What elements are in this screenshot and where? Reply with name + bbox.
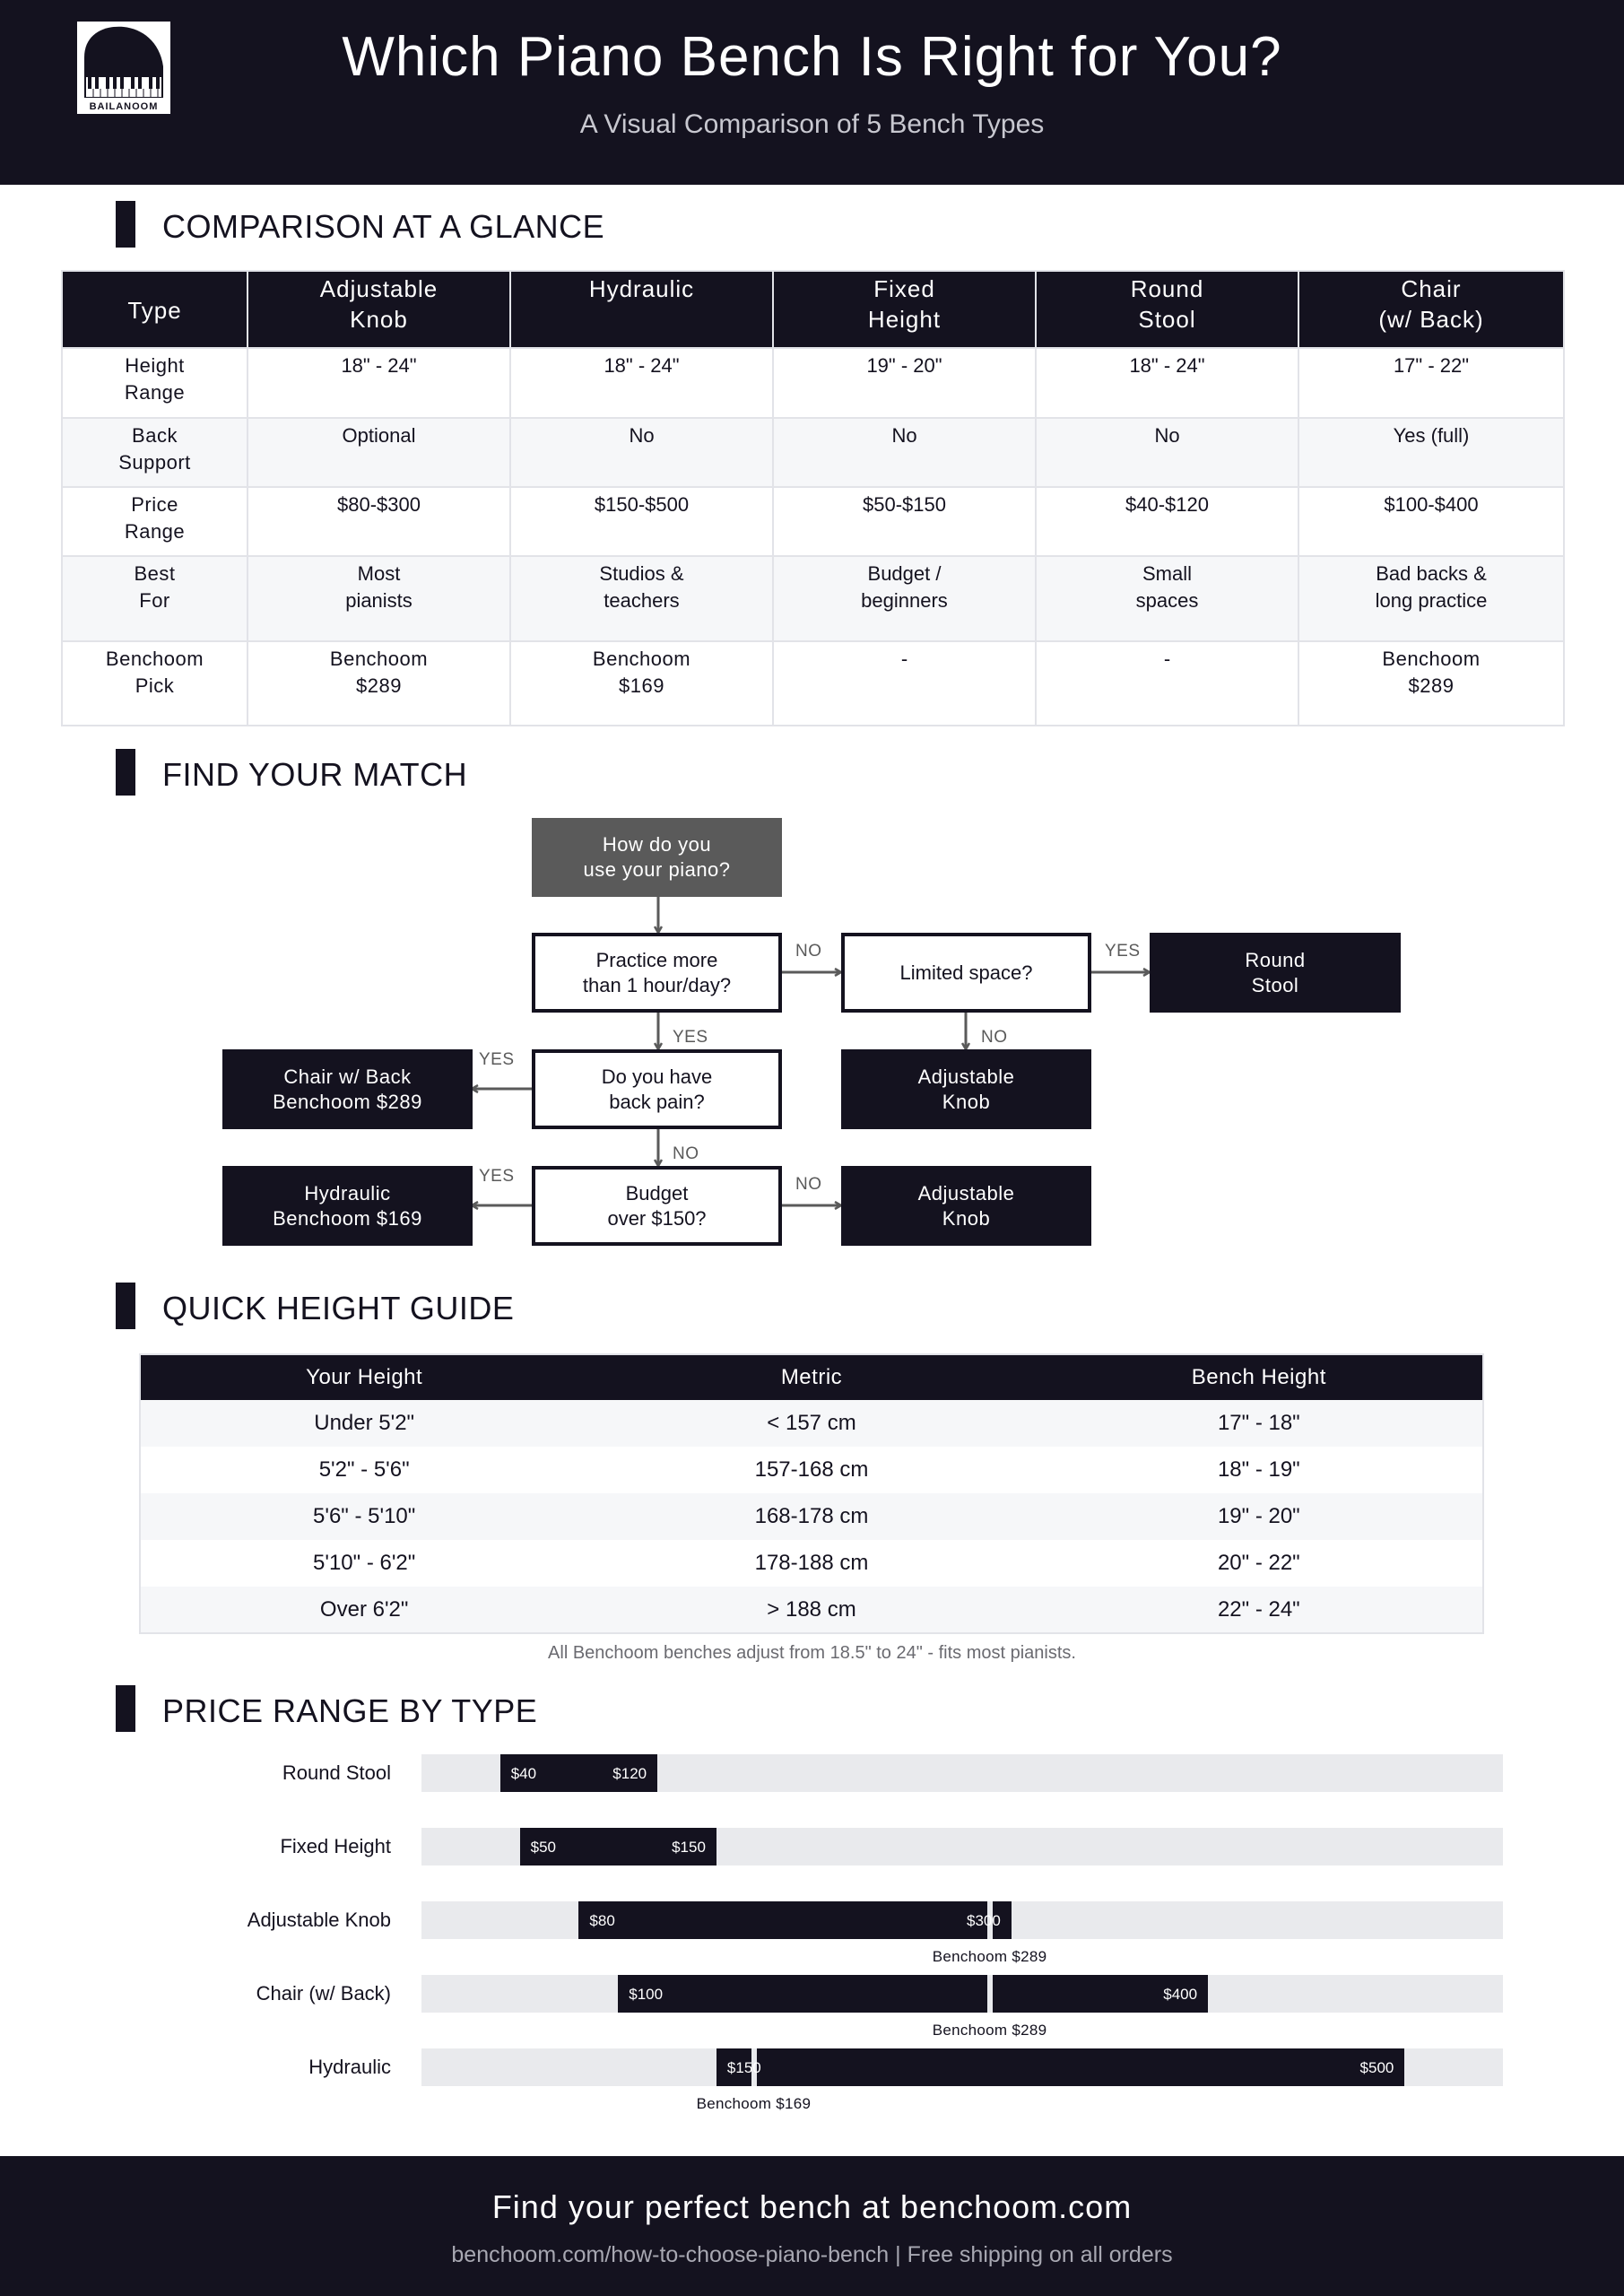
- table-cell: 20" - 22": [1217, 1551, 1300, 1575]
- table-cell: Bad backs & long practice: [1298, 556, 1564, 641]
- benchoom-pick-label: Benchoom $289: [932, 1948, 1047, 1965]
- table-cell: Budget / beginners: [773, 556, 1036, 641]
- table-cell: < 157 cm: [587, 1400, 1035, 1447]
- column-header-round: Round Stool: [1036, 271, 1298, 348]
- table-cell: Most pianists: [248, 556, 510, 641]
- table-cell: 18" - 24": [248, 348, 510, 418]
- range-bar: [578, 1901, 986, 1939]
- column-header-type: Type: [62, 271, 248, 348]
- table-cell: 18" - 19": [1217, 1457, 1300, 1482]
- height-guide-note: All Benchoom benches adjust from 18.5" to 24" - fits most pianists.: [548, 1643, 1076, 1663]
- column-header-bench-height: Bench Height: [1036, 1354, 1483, 1400]
- table-cell: Studios & teachers: [510, 556, 773, 641]
- category-label: Round Stool: [282, 1761, 391, 1784]
- flow-label-yes: YES: [479, 1050, 515, 1069]
- row-label: Price Range: [62, 487, 248, 556]
- range-bar: [757, 2048, 1405, 2086]
- table-row: [140, 1540, 1483, 1587]
- table-cell: 5'6" - 5'10": [140, 1493, 587, 1540]
- flow-answer-hydraulic: Hydraulic Benchoom $169: [222, 1166, 473, 1246]
- table-cell: Optional: [248, 418, 510, 487]
- table-cell: Benchoom $289: [1298, 641, 1564, 726]
- page-subtitle: A Visual Comparison of 5 Bench Types: [579, 109, 1045, 139]
- table-row-best-for: [62, 556, 1564, 641]
- category-label: Hydraulic: [308, 2056, 391, 2078]
- flow-answer-round-stool: Round Stool: [1150, 933, 1401, 1013]
- max-value-label: $120: [612, 1765, 647, 1782]
- table-row: [140, 1400, 1483, 1447]
- flow-question-practice: Practice more than 1 hour/day?: [532, 933, 782, 1013]
- column-header-adjustable: Adjustable Knob: [248, 271, 510, 348]
- table-cell: Benchoom $169: [510, 641, 773, 726]
- table-cell: 17" - 22": [1298, 348, 1564, 418]
- table-cell: -: [1036, 641, 1298, 726]
- table-cell: 18" - 24": [510, 348, 773, 418]
- page-footer: [0, 2156, 1624, 2296]
- comparison-table: [61, 270, 1565, 726]
- flow-question-budget: Budget over $150?: [532, 1166, 782, 1246]
- table-cell: $100-$400: [1298, 487, 1564, 556]
- logo-text: BAILANOOM: [89, 101, 159, 112]
- max-value-label: $400: [1163, 1986, 1198, 2003]
- flow-label-yes: YES: [479, 1167, 515, 1186]
- table-row-benchoom-pick: [62, 641, 1564, 726]
- flow-label-no: NO: [795, 1175, 822, 1194]
- table-row-height-range: [62, 348, 1564, 418]
- height-guide-header-row: [140, 1354, 1483, 1400]
- table-cell: 22" - 24": [1036, 1587, 1483, 1633]
- section-marker: [116, 1685, 135, 1732]
- column-header-chair: Chair (w/ Back): [1298, 271, 1564, 348]
- flow-answer-chair: Chair w/ Back Benchoom $289: [222, 1049, 473, 1129]
- table-cell: No: [773, 418, 1036, 487]
- comparison-header-row: [62, 271, 1564, 348]
- table-cell: -: [773, 641, 1036, 726]
- table-cell: 5'2" - 5'6": [318, 1457, 410, 1482]
- table-cell: Over 6'2": [140, 1587, 587, 1633]
- column-header-fixed: Fixed Height: [773, 271, 1036, 348]
- table-cell: $150-$500: [510, 487, 773, 556]
- flow-label-no: NO: [795, 942, 822, 961]
- table-cell: Small spaces: [1036, 556, 1298, 641]
- max-value-label: $150: [672, 1839, 706, 1856]
- flow-label-no: NO: [673, 1144, 699, 1163]
- section-marker: [116, 201, 135, 248]
- table-row: [140, 1587, 1483, 1633]
- section-title: COMPARISON AT A GLANCE: [162, 208, 605, 245]
- max-value-label: $300: [966, 1912, 1001, 1929]
- section-marker: [116, 1283, 135, 1329]
- section-marker: [116, 749, 135, 796]
- table-cell: Yes (full): [1298, 418, 1564, 487]
- table-cell: 17" - 18": [1036, 1400, 1483, 1447]
- section-title: PRICE RANGE BY TYPE: [162, 1692, 538, 1729]
- min-value-label: $50: [530, 1839, 556, 1856]
- table-cell: Under 5'2": [140, 1400, 587, 1447]
- height-guide-table: [139, 1353, 1484, 1634]
- footer-subtitle: benchoom.com/how-to-choose-piano-bench | Free shipping on all orders: [451, 2242, 1173, 2267]
- category-label: Adjustable Knob: [247, 1909, 391, 1931]
- row-label: Height Range: [62, 348, 248, 418]
- table-row-back-support: [62, 418, 1564, 487]
- column-header-hydraulic: Hydraulic: [510, 271, 773, 348]
- table-cell: $50-$150: [773, 487, 1036, 556]
- page-header: [0, 0, 1624, 185]
- category-label: Fixed Height: [280, 1835, 391, 1857]
- page-title: Which Piano Bench Is Right for You?: [342, 26, 1282, 88]
- benchoom-pick-label: Benchoom $289: [932, 2022, 1047, 2039]
- table-cell: 157-168 cm: [754, 1457, 869, 1482]
- section-title: FIND YOUR MATCH: [162, 756, 468, 793]
- min-value-label: $150: [726, 2059, 761, 2076]
- row-label: Benchoom Pick: [62, 641, 248, 726]
- table-row: [140, 1493, 1483, 1540]
- table-cell: 19" - 20": [1036, 1493, 1483, 1540]
- footer-title: Find your perfect bench at benchoom.com: [491, 2188, 1133, 2225]
- flow-label-no: NO: [981, 1028, 1008, 1047]
- table-cell: $80-$300: [248, 487, 510, 556]
- flow-answer-adjustable-knob: Adjustable Knob: [841, 1049, 1091, 1129]
- row-label: Best For: [62, 556, 248, 641]
- table-cell: 18" - 24": [1036, 348, 1298, 418]
- table-row: [140, 1447, 1483, 1493]
- flow-label-yes: YES: [673, 1028, 708, 1047]
- table-cell: 5'10" - 6'2": [313, 1551, 416, 1575]
- category-label: Chair (w/ Back): [256, 1982, 391, 2005]
- table-cell: 168-178 cm: [587, 1493, 1035, 1540]
- section-title: QUICK HEIGHT GUIDE: [162, 1290, 515, 1326]
- flow-answer-adjustable-knob-2: Adjustable Knob: [841, 1166, 1091, 1246]
- table-cell: $40-$120: [1036, 487, 1298, 556]
- min-value-label: $80: [589, 1912, 615, 1929]
- table-cell: > 188 cm: [587, 1587, 1035, 1633]
- table-cell: Benchoom $289: [248, 641, 510, 726]
- table-cell: No: [510, 418, 773, 487]
- min-value-label: $40: [510, 1765, 537, 1782]
- column-header-metric: Metric: [587, 1354, 1035, 1400]
- row-label: Back Support: [62, 418, 248, 487]
- max-value-label: $500: [1359, 2059, 1394, 2076]
- flow-question-back-pain: Do you have back pain?: [532, 1049, 782, 1129]
- min-value-label: $100: [629, 1986, 664, 2003]
- table-cell: 178-188 cm: [754, 1551, 869, 1575]
- flow-question-space: Limited space?: [841, 933, 1091, 1013]
- benchoom-pick-label: Benchoom $169: [696, 2095, 812, 2112]
- table-cell: No: [1036, 418, 1298, 487]
- range-bar: [618, 1975, 986, 2013]
- flow-start-node: How do you use your piano?: [532, 818, 782, 897]
- table-row-price-range: [62, 487, 1564, 556]
- column-header-your-height: Your Height: [140, 1354, 587, 1400]
- table-cell: 19" - 20": [773, 348, 1036, 418]
- flow-label-yes: YES: [1105, 942, 1141, 961]
